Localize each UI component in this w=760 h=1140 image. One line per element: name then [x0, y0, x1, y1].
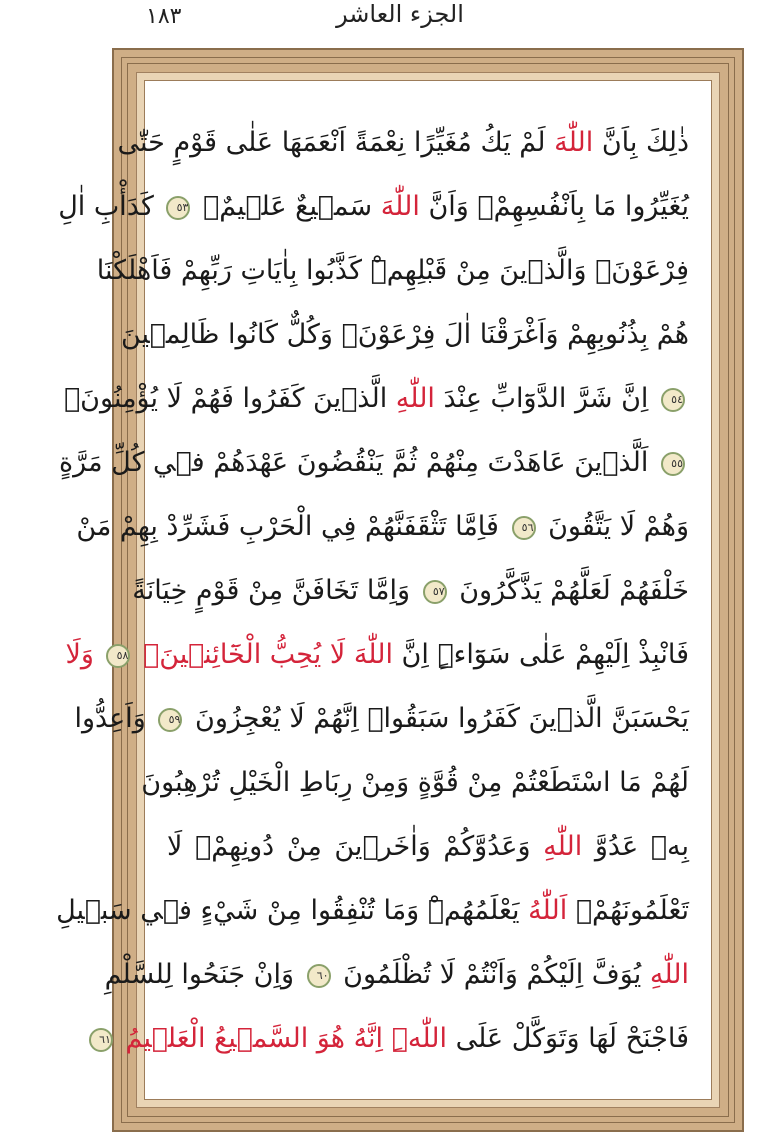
verse-number-marker: ٥٤ — [661, 388, 685, 412]
verse-text: يَحْسَبَنَّ الَّذ۪ينَ كَفَرُوا سَبَقُواۜ اِنَّهُمْ لَا يُعْجِزُونَ — [186, 703, 689, 734]
verse-number-marker: ٥٩ — [158, 708, 182, 732]
verse-text: اِنَّهُ هُوَ السَّم۪يعُ الْعَل۪يمُ — [116, 1023, 392, 1054]
verse-text: كَدَأْبِ اٰلِ — [58, 191, 163, 222]
divine-name: اللّٰهِ — [395, 383, 435, 414]
verse-line — [59, 431, 689, 495]
verse-line — [76, 495, 689, 559]
verse-line — [56, 879, 689, 943]
verse-text: فَاِمَّا تَثْقَفَنَّهُمْ فِي الْحَرْبِ فَشَرِّدْ بِهِمْ مَنْ — [76, 511, 508, 542]
verse-text: سَم۪يعٌ عَل۪يمٌۙ — [194, 191, 381, 222]
verse-text: تَعْلَمُونَهُمْۚ — [567, 895, 689, 926]
verse-line — [65, 623, 689, 687]
divine-name: اَللّٰهُ — [528, 895, 568, 926]
verse-number-marker: ٥٨ — [106, 644, 130, 668]
verse-text: يَعْلَمُهُمْۜ وَمَا تُنْفِقُوا مِنْ شَيْءٍ ف۪ي سَب۪يلِ — [56, 895, 529, 926]
verse-line — [58, 175, 689, 239]
verse-text: فَاجْنَحْ لَهَا وَتَوَكَّلْ عَلَى — [447, 1023, 689, 1054]
verse-text: وَاَعِدُّوا — [74, 703, 155, 734]
verse-line — [96, 239, 689, 303]
verse-number-marker: ٥٥ — [661, 452, 685, 476]
verse-number-marker: ٦١ — [89, 1028, 113, 1052]
divine-name: اللّٰهَ — [380, 191, 420, 222]
verse-text: اَلَّذ۪ينَ عَاهَدْتَ مِنْهُمْ ثُمَّ يَنْقُضُونَ عَهْدَهُمْ ف۪ي كُلِّ مَرَّةٍ — [59, 447, 657, 478]
verse-number-marker: ٥٦ — [512, 516, 536, 540]
verse-text: اِنَّ شَرَّ الدَّوَٓابِّ عِنْدَ — [434, 383, 657, 414]
verse-text: فِرْعَوْنَۙ وَالَّذ۪ينَ مِنْ قَبْلِهِمْۜ كَذَّبُوا بِاٰيَاتِ رَبِّهِمْ فَاَهْلَكْنَا — [96, 255, 689, 286]
verse-lines — [56, 111, 689, 1071]
juz-title: الجزء العاشر — [336, 0, 464, 28]
verse-text: يُوَفَّ اِلَيْكُمْ وَاَنْتُمْ لَا تُظْلَمُونَ — [334, 959, 650, 990]
verse-text: خَلْفَهُمْ لَعَلَّهُمْ يَذَّكَّرُونَ — [450, 575, 689, 606]
verse-text: لَهُمْ مَا اسْتَطَعْتُمْ مِنْ قُوَّةٍ وَمِنْ رِبَاطِ الْخَيْلِ تُرْهِبُونَ — [141, 767, 689, 798]
divine-name: اللّٰهِ — [543, 831, 583, 862]
verse-line — [63, 367, 689, 431]
verse-text: هُمْ بِذُنُوبِهِمْ وَاَغْرَقْنَا اٰلَ فِرْعَوْنَۚ وَكُلٌّ كَانُوا ظَالِم۪ينَ — [120, 319, 689, 350]
divine-name: اللّٰهِۜ — [391, 1023, 447, 1054]
verse-text: وَاِمَّا تَخَافَنَّ مِنْ قَوْمٍ خِيَانَةً — [132, 575, 419, 606]
verse-text: ذٰلِكَ بِاَنَّ — [593, 127, 689, 158]
divine-name: اللّٰهِ — [649, 959, 689, 990]
verse-line — [117, 111, 689, 175]
text-panel — [56, 80, 712, 1100]
page-frame — [56, 48, 744, 1132]
verse-line — [74, 687, 689, 751]
verse-text: فَانْبِذْ اِلَيْهِمْ عَلٰى سَوَٓاءٍۜ اِنَّ — [392, 639, 689, 670]
verse-line — [141, 751, 689, 815]
verse-text: وَعَدُوَّكُمْ وَاٰخَر۪ينَ مِنْ دُونِهِمْۚ لَا — [167, 831, 544, 862]
verse-line — [167, 815, 689, 879]
verse-number-marker: ٥٣ — [166, 196, 190, 220]
page-number: ١٨٣ — [146, 4, 182, 29]
verse-text: الَّذ۪ينَ كَفَرُوا فَهُمْ لَا يُؤْمِنُونَۚ — [63, 383, 396, 414]
verse-text: وَاِنْ جَنَحُوا لِلسَّلْمِ — [104, 959, 303, 990]
verse-number-marker: ٦٠ — [307, 964, 331, 988]
verse-line — [104, 943, 689, 1007]
verse-text: وَلَا — [65, 639, 103, 670]
verse-text: وَهُمْ لَا يَتَّقُونَ — [539, 511, 689, 542]
verse-text: بِه۪ عَدُوَّ — [582, 831, 689, 862]
verse-number-marker: ٥٧ — [423, 580, 447, 604]
verse-text: يُغَيِّرُوا مَا بِاَنْفُسِهِمْۙ وَاَنَّ — [419, 191, 689, 222]
verse-text: لَا يُحِبُّ الْخَٓائِن۪ينَۚ — [134, 639, 354, 670]
verse-text: لَمْ يَكُ مُغَيِّرًا نِعْمَةً اَنْعَمَهَا عَلٰى قَوْمٍ حَتّٰى — [117, 127, 555, 158]
divine-name: اللّٰهَ — [353, 639, 393, 670]
verse-line — [120, 303, 689, 367]
divine-name: اللّٰهَ — [554, 127, 594, 158]
verse-line — [99, 1007, 689, 1071]
verse-line — [132, 559, 689, 623]
